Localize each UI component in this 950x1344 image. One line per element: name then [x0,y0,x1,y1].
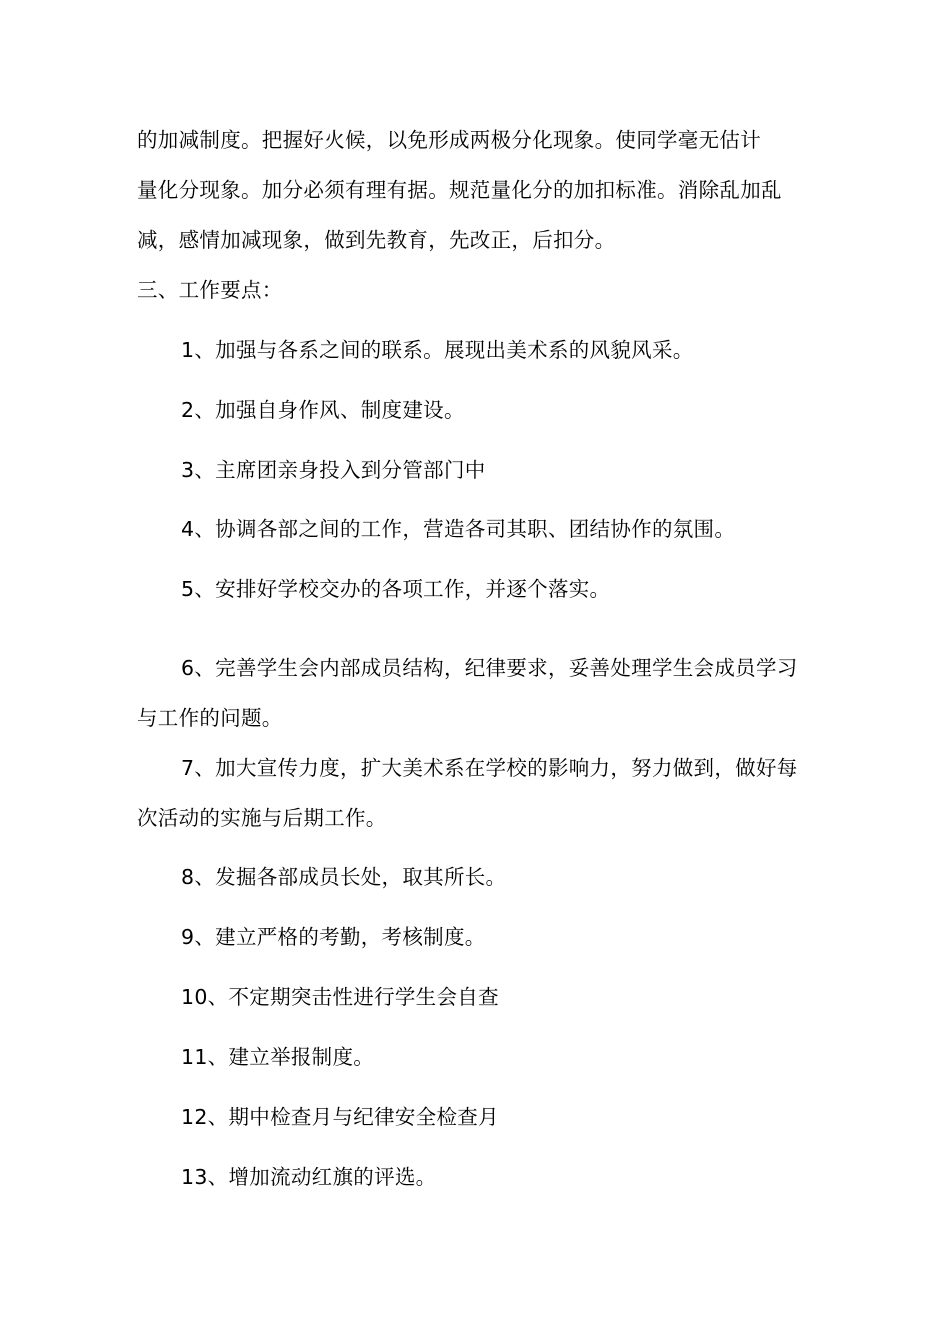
list-item: 5、安排好学校交办的各项工作，并逐个落实。 [181,577,611,601]
list-item: 13、增加流动红旗的评选。 [181,1165,437,1189]
list-item: 11、建立举报制度。 [181,1045,375,1069]
list-item: 8、发掘各部成员长处，取其所长。 [181,865,507,889]
list-item: 9、建立严格的考勤，考核制度。 [181,925,486,949]
list-item: 3、主席团亲身投入到分管部门中 [181,458,486,482]
list-item: 12、期中检查月与纪律安全检查月 [181,1105,499,1129]
paragraph-line: 量化分现象。加分必须有理有据。规范量化分的加扣标准。消除乱加乱 [137,178,782,202]
section-heading: 三、工作要点： [137,278,283,302]
list-item-continuation: 次活动的实施与后期工作。 [137,806,387,830]
list-item: 10、不定期突击性进行学生会自查 [181,985,499,1009]
paragraph-line: 的加减制度。把握好火候，以免形成两极分化现象。使同学毫无估计 [137,128,761,152]
list-item: 2、加强自身作风、制度建设。 [181,398,465,422]
list-item-continuation: 与工作的问题。 [137,706,283,730]
list-item: 4、协调各部之间的工作，营造各司其职、团结协作的氛围。 [181,517,736,541]
list-item: 7、加大宣传力度，扩大美术系在学校的影响力，努力做到，做好每 [181,756,798,780]
list-item: 6、完善学生会内部成员结构，纪律要求，妥善处理学生会成员学习 [181,656,798,680]
paragraph-line: 减，感情加减现象，做到先教育，先改正，后扣分。 [137,228,616,252]
list-item: 1、加强与各系之间的联系。展现出美术系的风貌风采。 [181,338,694,362]
